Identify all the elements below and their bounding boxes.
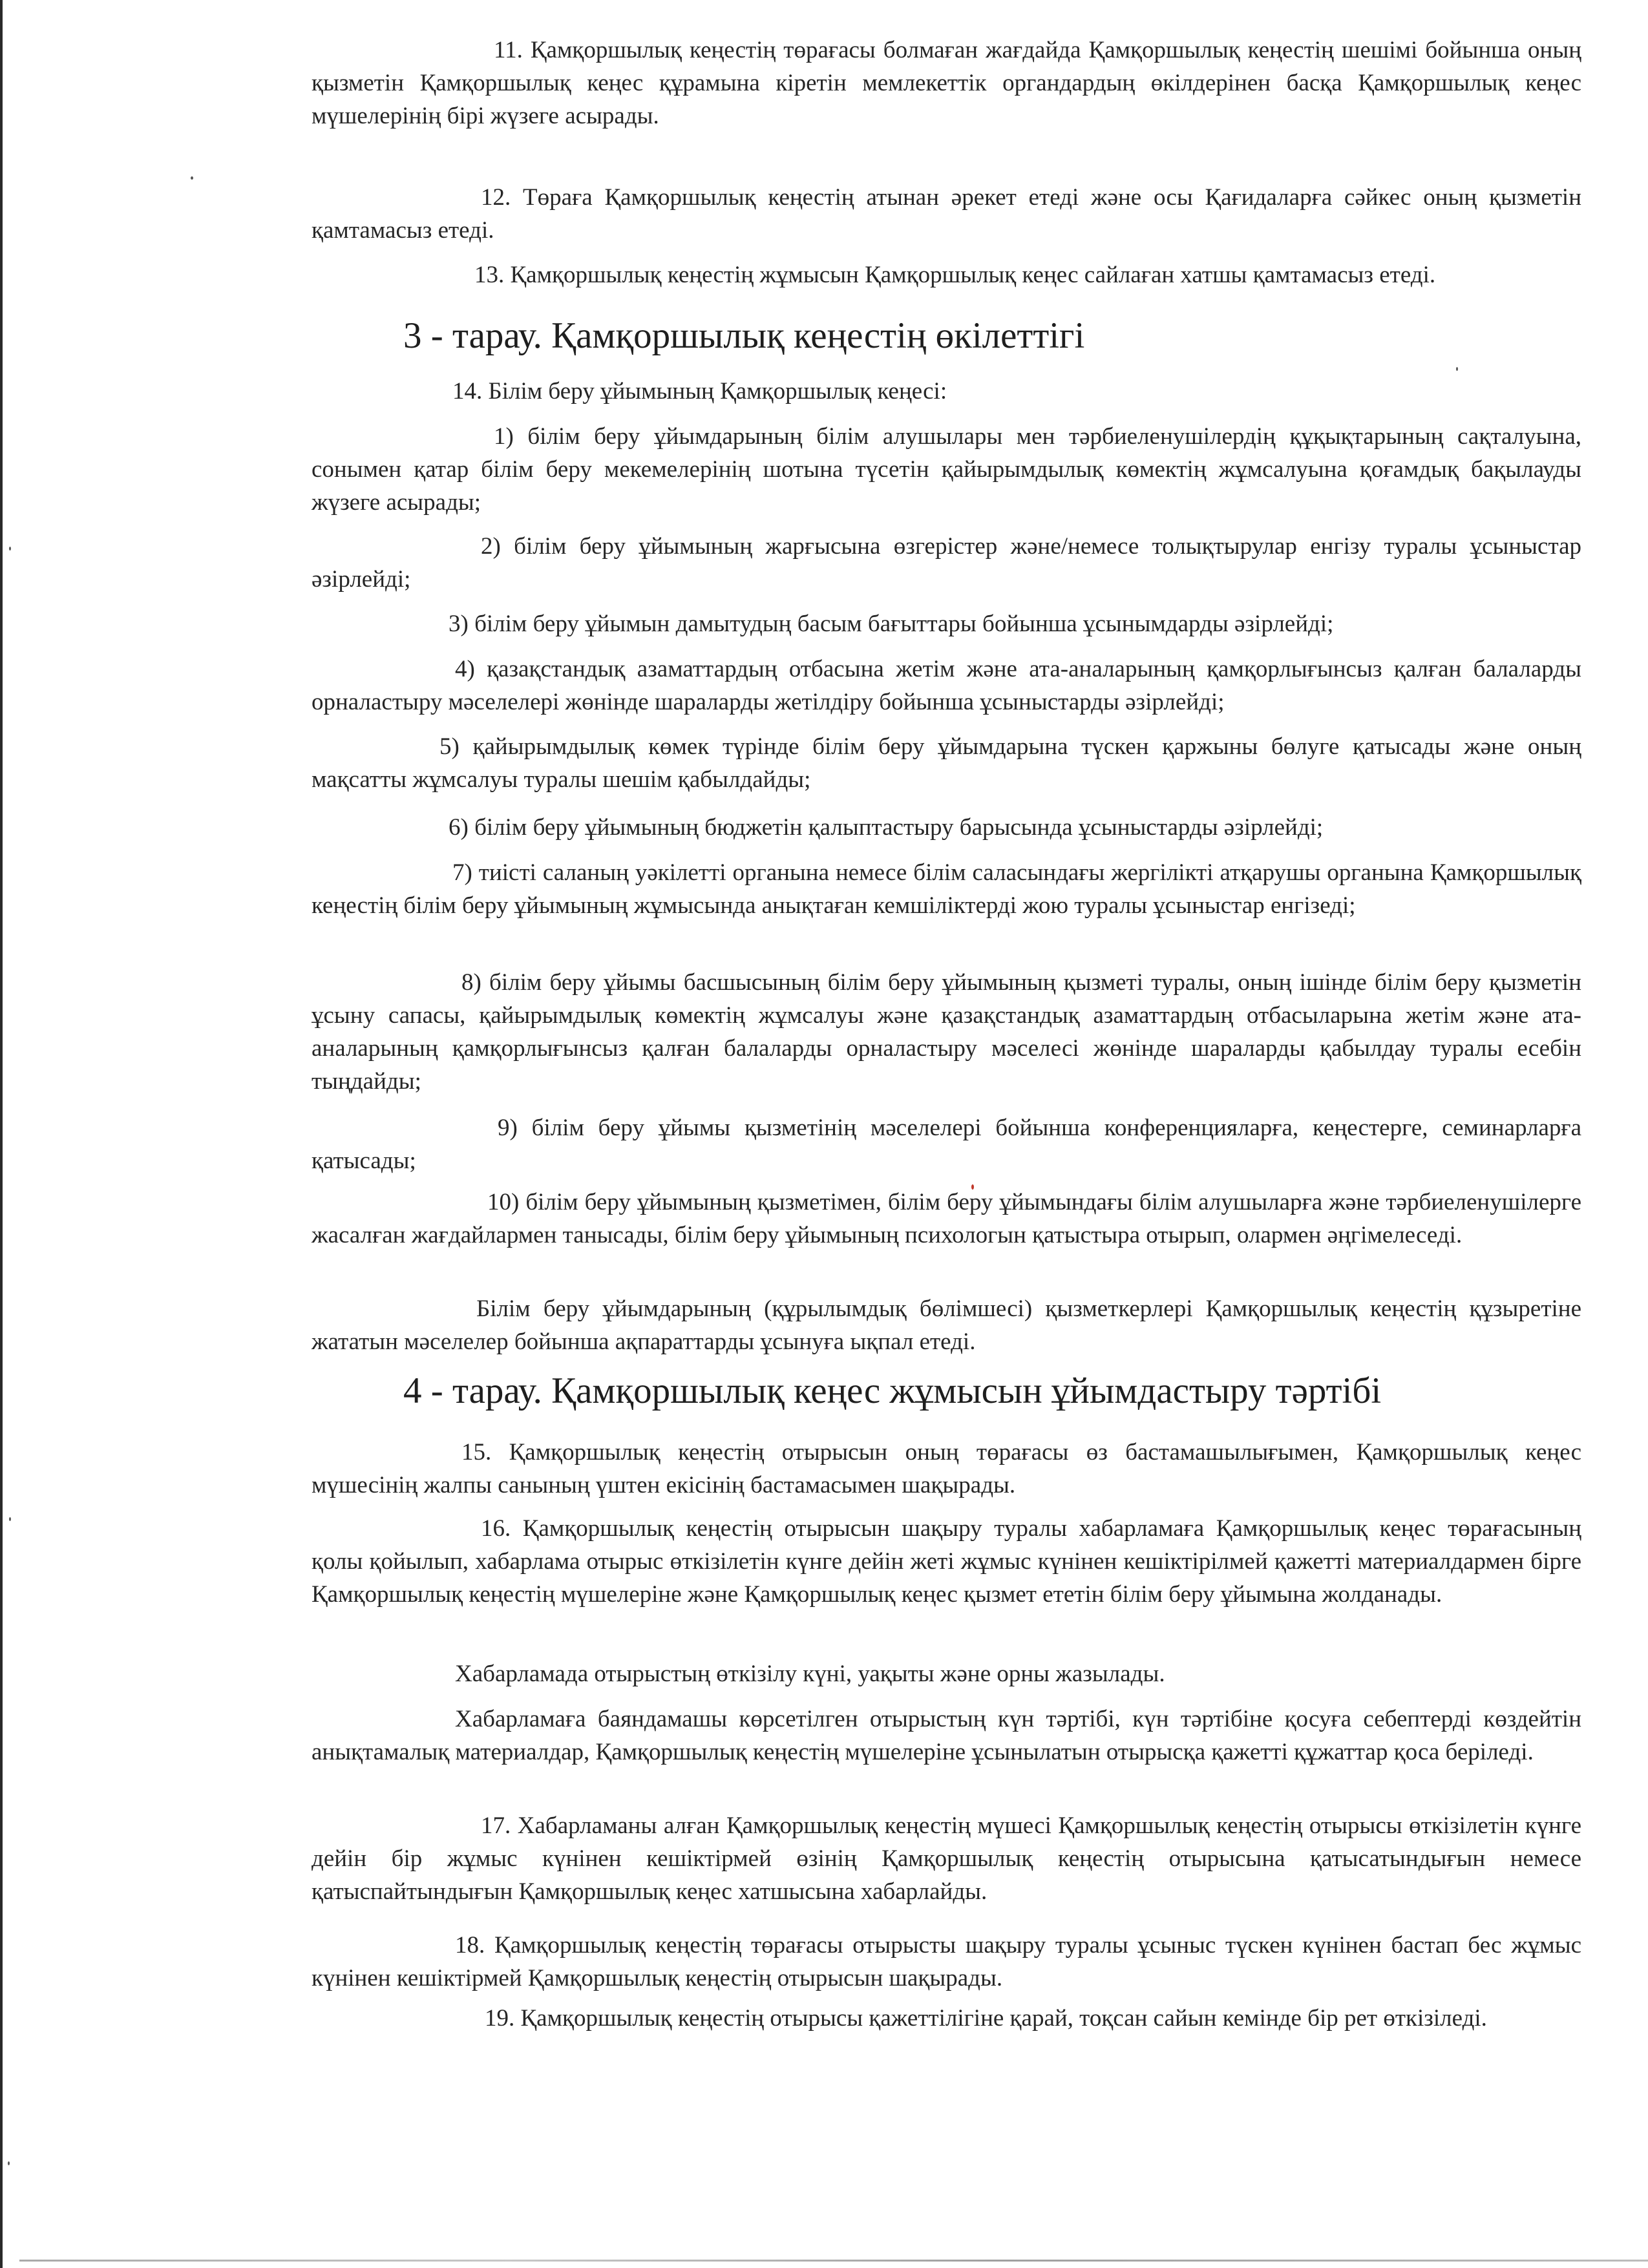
scan-speck [8,2161,10,2165]
list-item-7 [312,856,1581,922]
chapter-3-heading [403,313,1084,359]
paragraph-text: Хабарламаға баяндамашы көрсетілген отырыстың күн тәртібі, күн тәртібіне қосуға себептерді көздейтін анықтамалық материалдар, Қамқоршылық кеңестің мүшелеріне ұсынылатын отырысқа қажетті құжаттар қоса беріледі. [312,1706,1581,1765]
scan-speck [9,1517,11,1521]
list-item-3 [312,607,1581,640]
list-item-text: 7) тиісті саланың уәкілетті органына немесе білім саласындағы жергілікті атқарушы органына Қамқоршылық кеңестің білім беру ұйымының жұмысында анықтаған кемшіліктерді жою туралы ұсыныстар енгізеді; [312,859,1581,919]
list-item-text: 6) білім беру ұйымының бюджетін қалыптастыру барысында ұсыныстарды әзірлейді; [449,814,1324,841]
list-item-6 [312,811,1581,844]
paragraph-16-date [312,1657,1581,1690]
list-item-text: 5) қайырымдылық көмек түрінде білім беру ұйымдарына түскен қаржыны бөлуге қатысады және оның мақсатты жұмсалуы туралы шешім қабылдайды; [312,733,1581,793]
list-item-5 [312,730,1581,796]
paragraph-17 [312,1809,1581,1908]
scan-speck [191,176,193,180]
paragraph-text: 18. Қамқоршылық кеңестің төрағасы отырысты шақыру туралы ұсыныс түскен күнінен бастап бес жұмыс күнінен кешіктірмей Қамқоршылық кеңестің отырысын шақырады. [312,1932,1581,1991]
chapter-4-title: 4 - тарау. Қамқоршылық кеңес жұмысын ұйымдастыру тәртібі [403,1370,1382,1411]
paragraph-text: Білім беру ұйымдарының (құрылымдық бөлімшесі) қызметкерлері Қамқоршылық кеңестің құзыретіне жататын мәселелер бойынша ақпараттарды ұсынуға ықпал етеді. [312,1296,1581,1355]
chapter-4-heading [403,1369,1381,1414]
scan-bottom-edge [19,2260,1648,2262]
list-item-text: 10) білім беру ұйымының қызметімен, білім беру ұйымындағы білім алушыларға және тәрбиеленушілерге жасалған жағдайлармен танысады, білім беру ұйымының психологын қатыстыра отырып, олармен әңгімелеседі. [312,1189,1581,1248]
list-item-text: 9) білім беру ұйымы қызметінің мәселелері бойынша конференцияларға, кеңестерге, семинарларға қатысады; [312,1115,1581,1174]
paragraph-text: Хабарламада отырыстың өткізілу күні, уақыты және орны жазылады. [455,1661,1165,1687]
list-item-4 [312,653,1581,719]
paragraph-text: 14. Білім беру ұйымының Қамқоршылық кеңесі: [452,378,947,404]
list-item-text: 2) білім беру ұйымының жарғысына өзгерістер және/немесе толықтырулар енгізу туралы ұсыныстар әзірлейді; [312,533,1581,593]
list-item-10 [312,1186,1581,1252]
paragraph-text: 12. Төраға Қамқоршылық кеңестің атынан әрекет етеді және осы Қағидаларға сәйкес оның қызметін қамтамасыз етеді. [312,184,1581,244]
paragraph-text: 19. Қамқоршылық кеңестің отырысы қажеттілігіне қарай, тоқсан сайын кемінде бір рет өткізіледі. [485,2005,1487,2032]
list-item-text: 4) қазақстандық азаматтардың отбасына жетім және ата-аналарының қамқорлығынсыз қалған балаларды орналастыру мәселелері жөнінде шараларды жетілдіру бойынша ұсыныстарды әзірлейді; [312,656,1581,715]
list-item-text: 8) білім беру ұйымы басшысының білім беру ұйымының қызметі туралы, оның ішінде білім беру қызметін ұсыну сапасы, қайырымдылық көмектің жұмсалуы және қазақстандық азаматтардың отбасыларына жетім және ата-аналарының қамқорлығынсыз қалған балаларды орналастыру мәселесі жөнінде шараларды қабылдау туралы есебін тыңдайды; [312,969,1581,1095]
list-item-8 [312,966,1581,1098]
paragraph-11 [312,34,1581,132]
paragraph-19 [312,2002,1581,2035]
scan-speck [9,547,11,551]
list-item-1 [312,420,1581,519]
paragraph-16-attachments [312,1703,1581,1769]
list-item-9 [312,1111,1581,1177]
paragraph-text: 13. Қамқоршылық кеңестің жұмысын Қамқоршылық кеңес сайлаған хатшы қамтамасыз етеді. [474,262,1436,288]
list-item-2 [312,530,1581,596]
paragraph-text: 17. Хабарламаны алған Қамқоршылық кеңестің мүшесі Қамқоршылық кеңестің отырысы өткізілетін күнге дейін бір жұмыс күнінен кешіктірмей өзінің Қамқоршылық кеңестің отырысына қатысатындығын немесе қатыспайтындығын Қамқоршылық кеңес хатшысына хабарлайды. [312,1812,1581,1905]
list-item-text: 1) білім беру ұйымдарының білім алушылары мен тәрбиеленушілердің құқықтарының сақталуына, сонымен қатар білім беру мекемелерінің шотына түсетін қайырымдылық көмектің жұмсалуына қоғамдық бақылауды жүзеге асырады; [312,423,1581,516]
paragraph-13 [312,258,1581,291]
scan-left-edge [0,0,3,2268]
chapter-3-closing [312,1292,1581,1358]
paragraph-text: 16. Қамқоршылық кеңестің отырысын шақыру туралы хабарламаға Қамқоршылық кеңес төрағасының қолы қойылып, хабарлама отырыс өткізілетін күнге дейін жеті жұмыс күнінен кешіктірілмей қажетті материалдармен бірге Қамқоршылық кеңестің мүшелеріне және Қамқоршылық кеңес қызмет ететін білім беру ұйымына жолданады. [312,1515,1581,1608]
paragraph-16 [312,1512,1581,1611]
paragraph-12 [312,181,1581,247]
list-item-text: 3) білім беру ұйымын дамытудың басым бағыттары бойынша ұсынымдарды әзірлейді; [449,611,1334,637]
paragraph-14-intro [312,375,1581,408]
scan-speck [1456,367,1458,371]
paragraph-18 [312,1929,1581,1995]
paragraph-15 [312,1436,1581,1502]
paragraph-text: 11. Қамқоршылық кеңестің төрағасы болмаған жағдайда Қамқоршылық кеңестің шешімі бойынша оның қызметін Қамқоршылық кеңес құрамына кіретін мемлекеттік органдардың өкілдерінен басқа Қамқоршылық кеңес мүшелерінің бірі жүзеге асырады. [312,37,1581,129]
chapter-3-title: 3 - тарау. Қамқоршылық кеңестің өкілеттігі [403,315,1085,356]
paragraph-text: 15. Қамқоршылық кеңестің отырысын оның төрағасы өз бастамашылығымен, Қамқоршылық кеңес мүшесінің жалпы санының үштен екісінің бастамасымен шақырады. [312,1439,1581,1498]
